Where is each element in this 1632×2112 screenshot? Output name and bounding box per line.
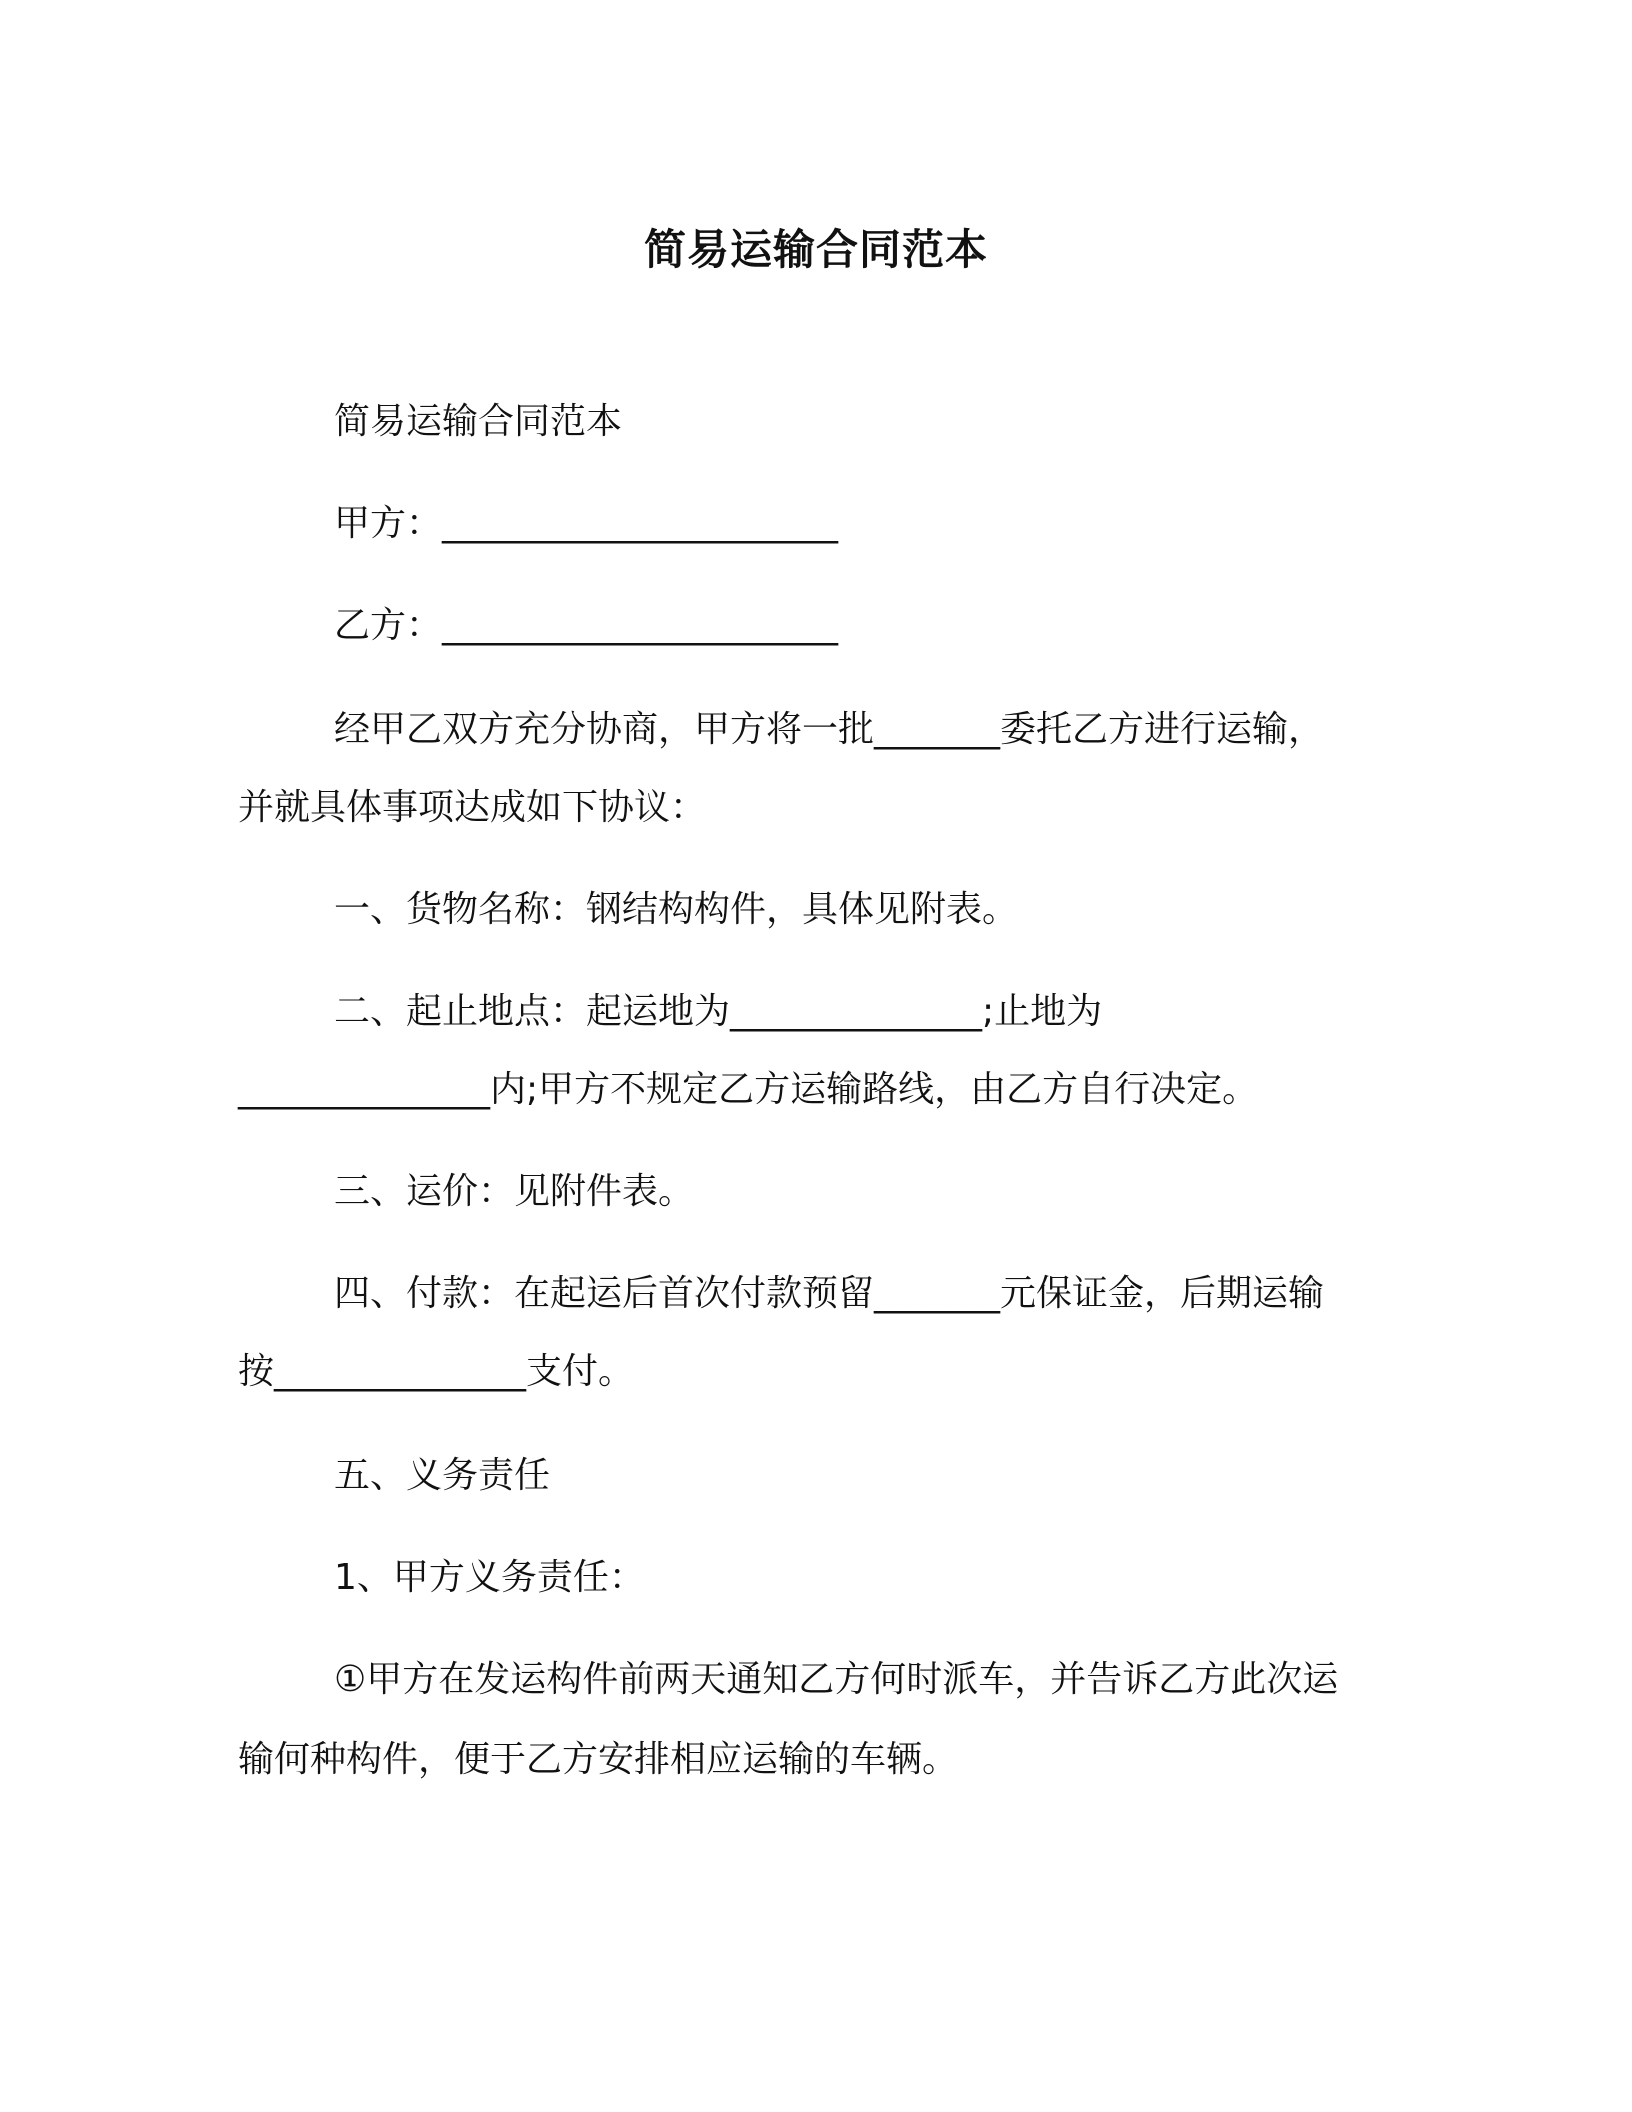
preamble-line-1: 经甲乙双方充分协商，甲方将一批_______委托乙方进行运输， [334,709,1325,750]
clause-3-line: 三、运价：见附件表。 [334,1171,695,1212]
party-a-duties-heading: 1、甲方义务责任： [334,1557,645,1598]
subtitle-line: 简易运输合同范本 [334,401,623,442]
clause-2-line-2: ______________内;甲方不规定乙方运输路线，由乙方自行决定。 [238,1069,1259,1110]
clause-4-line-2: 按______________支付。 [238,1351,635,1392]
clause-1-line: 一、货物名称：钢结构构件，具体见附表。 [334,889,1019,930]
clause-4-line-1: 四、付款：在起运后首次付款预留_______元保证金，后期运输 [334,1273,1325,1314]
duty-1-line-2: 输何种构件，便于乙方安排相应运输的车辆。 [238,1739,959,1780]
duty-1-line-1: ①甲方在发运构件前两天通知乙方何时派车，并告诉乙方此次运 [334,1659,1339,1700]
clause-5-heading: 五、义务责任 [334,1455,551,1496]
document-title: 简易运输合同范本 [643,225,988,274]
party-a-line: 甲方：______________________ [334,503,839,544]
clause-2-line-1: 二、起止地点：起运地为______________;止地为 [334,991,1103,1032]
party-b-line: 乙方：______________________ [334,605,839,646]
preamble-line-2: 并就具体事项达成如下协议： [238,787,707,828]
